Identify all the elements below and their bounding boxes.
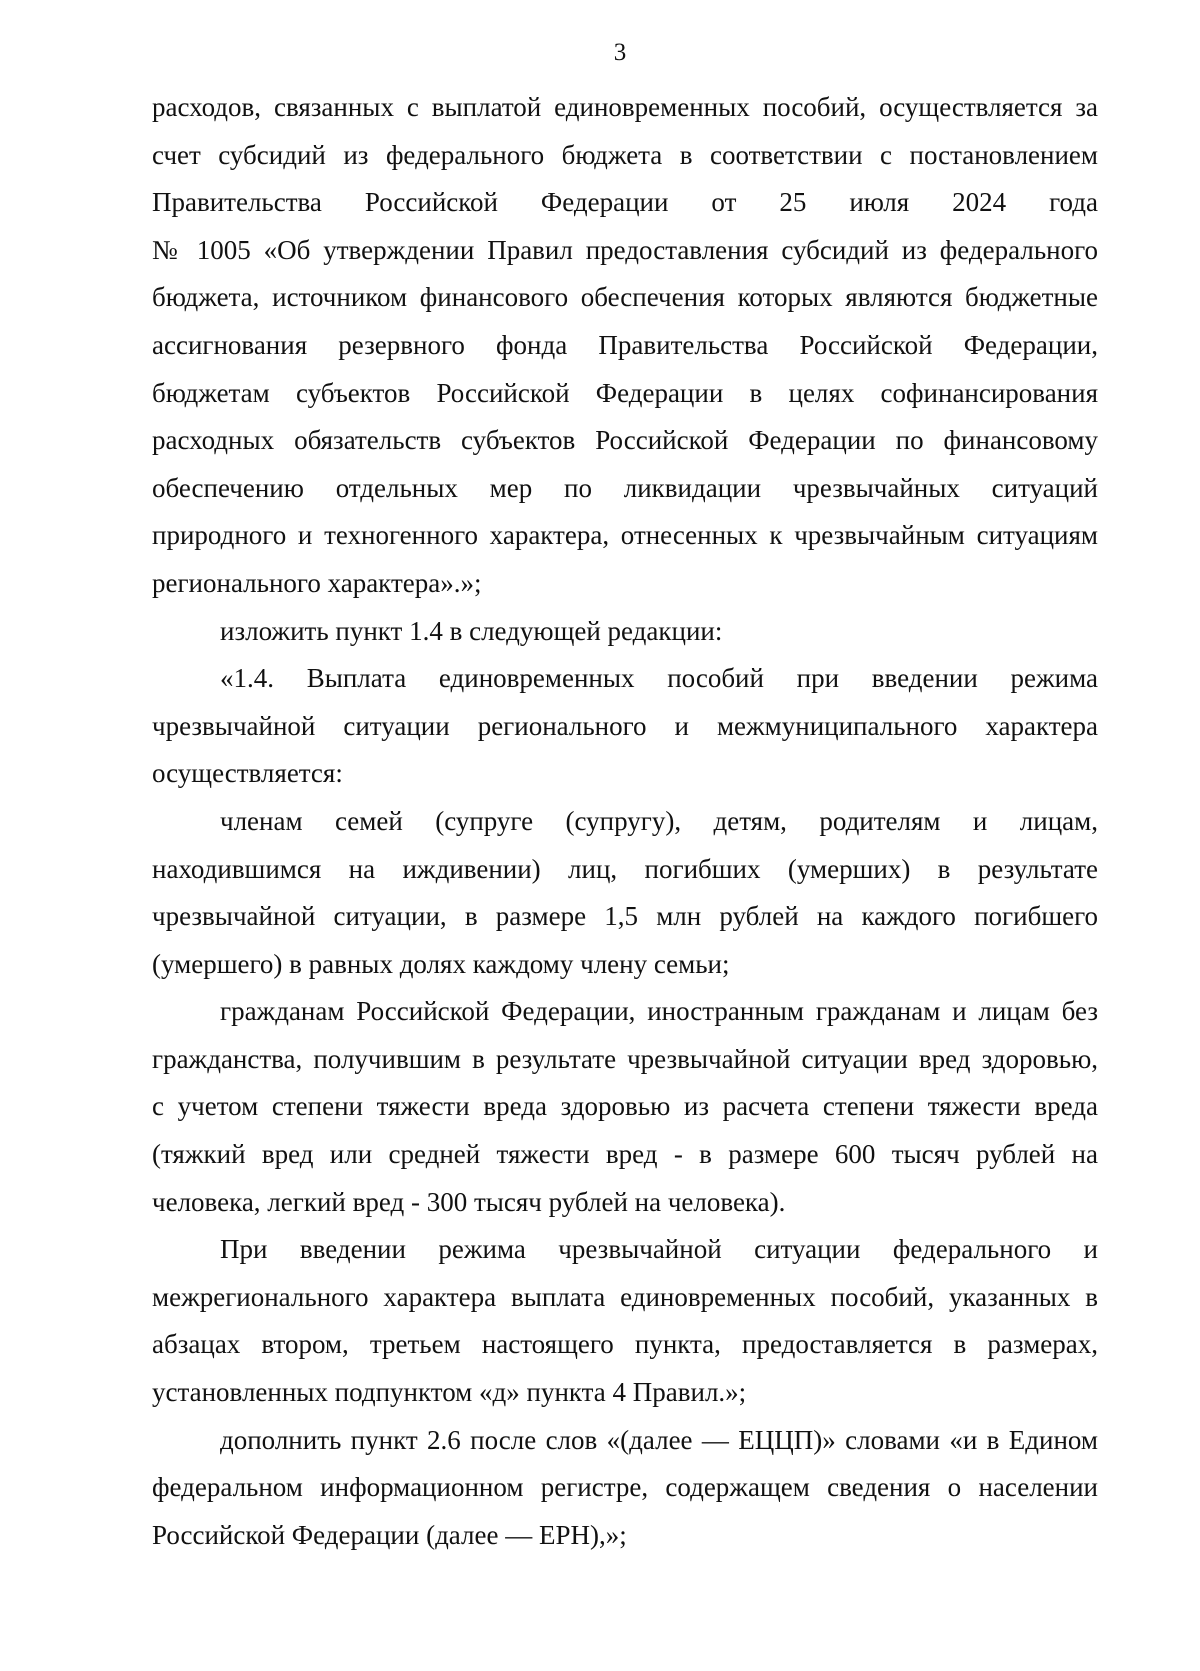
text-line: Правительства Российской Федерации от 25 июля 2024 года [152,187,1098,218]
text-line: (умершего) в равных долях каждому члену семьи; [152,948,730,979]
text-line: При введении режима чрезвычайной ситуации федерального и [220,1234,1098,1265]
text-line: межрегионального характера выплата единовременных пособий, указанных в [152,1281,1098,1312]
document-body [152,84,1098,1559]
text-line: абзацах втором, третьем настоящего пункта, предоставляется в размерах, [152,1329,1098,1360]
text-line: установленных подпунктом «д» пункта 4 Правил.»; [152,1377,747,1408]
text-line: Российской Федерации (далее — ЕРН),»; [152,1519,627,1550]
text-line: счет субсидий из федерального бюджета в соответствии с постановлением [152,139,1098,170]
text-line: гражданам Российской Федерации, иностранным гражданам и лицам без [220,996,1098,1027]
text-line: дополнить пункт 2.6 после слов «(далее — ЕЦЦП)» словами «и в Едином [220,1424,1098,1455]
text-line: обеспечению отдельных мер по ликвидации чрезвычайных ситуаций [152,472,1098,503]
text-line: чрезвычайной ситуации, в размере 1,5 млн рублей на каждого погибшего [152,901,1098,932]
text-line: федеральном информационном регистре, содержащем сведения о населении [152,1472,1098,1503]
text-line: с учетом степени тяжести вреда здоровью из расчета степени тяжести вреда [152,1091,1098,1122]
text-line: изложить пункт 1.4 в следующей редакции: [220,615,723,646]
text-line: «1.4. Выплата единовременных пособий при введении режима [220,663,1098,694]
text-line: человека, легкий вред - 300 тысяч рублей на человека). [152,1186,786,1217]
page-number: 3 [613,39,627,66]
text-line: бюджетам субъектов Российской Федерации в целях софинансирования [152,377,1098,408]
text-line: № 1005 «Об утверждении Правил предоставления субсидий из федерального [152,234,1098,265]
text-line: регионального характера».»; [152,567,482,598]
text-line: гражданства, получившим в результате чрезвычайной ситуации вред здоровью, [152,1043,1098,1074]
text-line: осуществляется: [152,758,343,789]
text-line: ассигнования резервного фонда Правительства Российской Федерации, [152,329,1098,360]
text-line: членам семей (супруге (супругу), детям, родителям и лицам, [220,805,1098,836]
text-line: природного и техногенного характера, отнесенных к чрезвычайным ситуациям [152,520,1098,551]
text-line: находившимся на иждивении) лиц, погибших (умерших) в результате [152,853,1098,884]
text-line: чрезвычайной ситуации регионального и межмуниципального характера [152,710,1098,741]
text-line: бюджета, источником финансового обеспечения которых являются бюджетные [152,282,1098,313]
text-line: (тяжкий вред или средней тяжести вред - в размере 600 тысяч рублей на [152,1139,1098,1170]
text-line: расходов, связанных с выплатой единовременных пособий, осуществляется за [152,92,1098,122]
text-line: расходных обязательств субъектов Российской Федерации по финансовому [152,425,1098,456]
